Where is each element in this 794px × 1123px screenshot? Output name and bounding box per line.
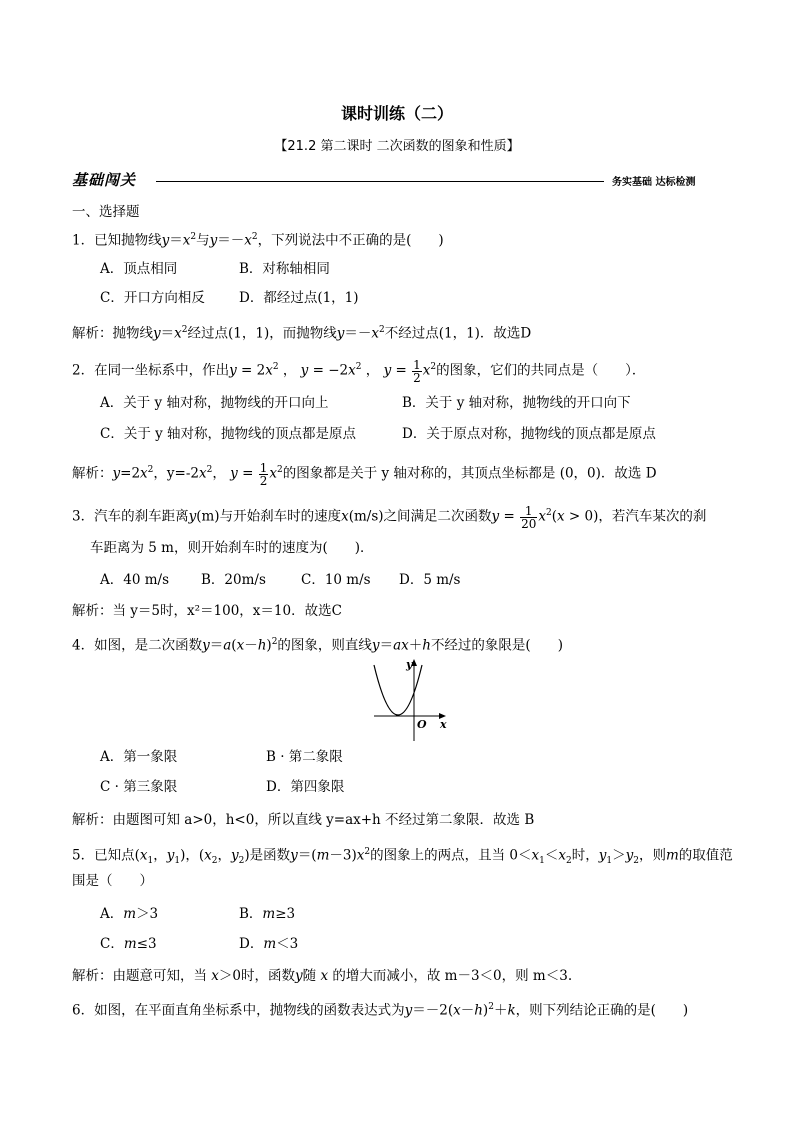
q5-option-b: B．m≥3 [239,906,296,922]
q4-option-b: B · 第二象限 [266,749,343,765]
section-label: 一、选择题 [72,204,140,220]
q4-option-a: A．第一象限 [100,749,178,765]
origin-label: O [417,718,427,731]
q3-option-b: B．20m/s [201,572,266,588]
question-6: 6．如图，在平面直角坐标系中，抛物线的函数表达式为$y=-2(x-h)^2+k$，则下列结论正确的是( ) [72,1002,689,1019]
q2-option-b: B．关于 y 轴对称，抛物线的开口向下 [402,395,631,411]
q1-option-d: D．都经过点(1，1) [239,290,359,306]
parabola-graph [368,657,452,743]
question-2: 2．在同一坐标系中，作出$y = 2x^2$ ， $y = -2x^2$ ， y = $\frac{1}{2}$ $x^2$的图象，它们的共同点是（ ）． [72,357,646,385]
banner-divider [156,181,604,182]
q3-option-a: A．40 m/s [100,572,169,588]
parabola-curve [374,665,422,715]
q5-answer: 解析：由题意可知，当 x＞0时，函数y随 x 的增大而减小，故 m－3＜0，则 m＜3. [72,968,573,984]
x-axis-label: x [440,718,447,731]
q4-option-d: D．第四象限 [266,779,345,795]
q2-option-a: A．关于 y 轴对称，抛物线的开口向上 [100,395,329,411]
banner-tagline: 务实基础 达标检测 [612,177,696,188]
q4-option-c: C · 第三象限 [100,779,178,795]
question-1: 1．已知抛物线$y=x^2$与$y=-x^2$，下列说法中不正确的是( ) [72,232,444,249]
q1-option-c: C．开口方向相反 [100,290,205,306]
q3-option-c: C．10 m/s [301,572,371,588]
y-axis-label: y [406,658,413,671]
question-3: 3．汽车的刹车距离y(m)与开始刹车时的速度x(m/s)之间满足二次函数y = $\frac{1}{20}$ $x^2(x > 0)$，若汽车某次的刹 [72,503,707,531]
page-title: 课时训练（二） [340,104,453,123]
section-banner: 基础闯关 [72,171,137,189]
question-4: 4．如图，是二次函数$y=a(x-h)^2$的图象，则直线y＝ax＋h不经过的象限是( ) [72,637,563,654]
q5-option-d: D．m＜3 [239,936,299,952]
q1-answer: 解析：抛物线$y=x^2$经过点(1，1)，而抛物线$y=-x^2$不经过点(1，1)．故选D [72,325,532,342]
q5-line-2: 围是（ ） [72,873,153,889]
q3-option-d: D．5 m/s [399,572,461,588]
question-5: 5．已知点($x_1$，$y_1$)，($x_2$，$y_2$)是函数$y=(m-3)x^2$的图象上的两点，且当 $0<x_1<x_2$时，$y_1>y_2$，则m的取值范 [72,847,733,867]
q2-option-c: C．关于 y 轴对称，抛物线的顶点都是原点 [100,426,357,442]
q3-answer: 解析：当 y＝5时，x²＝100，x＝10．故选C [72,603,342,619]
q3-line-2: 车距离为 5 m，则开始刹车时的速度为( )． [90,540,374,556]
q2-option-d: D．关于原点对称，抛物线的顶点都是原点 [402,426,656,442]
q1-option-b: B．对称轴相同 [239,261,330,277]
q2-answer: 解析：$y=2x^2$，$y=-2x^2$， y = $\frac{1}{2}$ $x^2$的图象都是关于 y 轴对称的，其顶点坐标都是 (0，0)．故选 D [72,460,657,488]
q4-answer: 解析：由题图可知 a>0，h<0，所以直线 y=ax+h 不经过第二象限．故选 B [72,812,535,828]
q1-option-a: A．顶点相同 [100,261,178,277]
q5-option-c: C．m≤3 [100,936,157,952]
q5-option-a: A．m＞3 [100,906,159,922]
page-subtitle: 【21.2 第二课时 二次函数的图象和性质】 [274,139,520,154]
